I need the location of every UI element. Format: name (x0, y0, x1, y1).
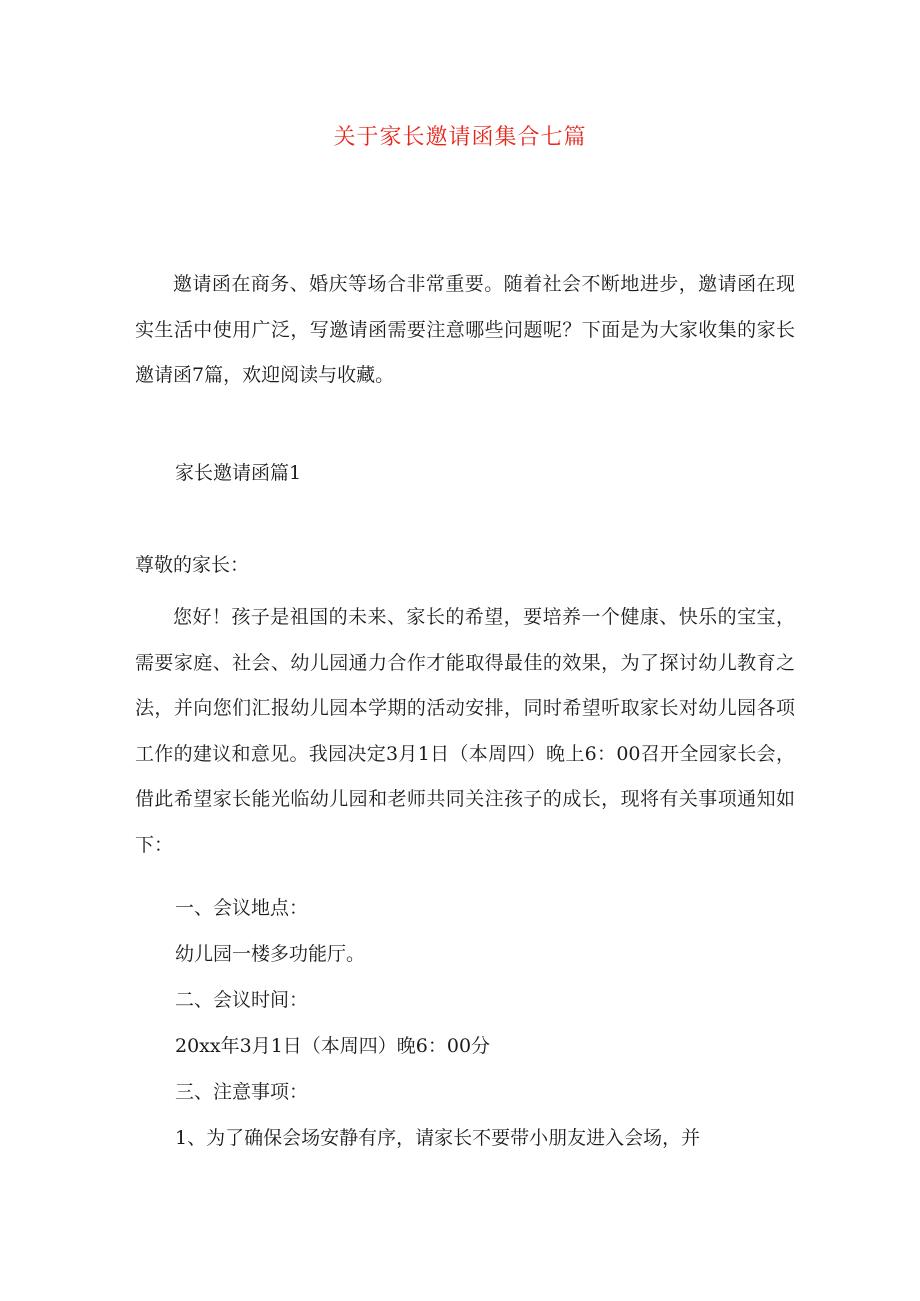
document-title: 关于家长邀请函集合七篇 (333, 125, 587, 150)
body-paragraph: 您好！孩子是祖国的未来、家长的希望，要培养一个健康、快乐的宝宝，需要家庭、社会、幼儿园通力合作才能取得最佳的效果，为了探讨幼儿教育之法，并向您们汇报幼儿园本学期的活动安排，同时希望听取家长对幼儿园各项工作的建议和意见。我园决定3月1日（本周四）晚上6：00召开全园家长会，借此希望家长能光临幼儿园和老师共同关注孩子的成长，现将有关事项通知如下： (135, 606, 795, 856)
item1-heading: 一、会议地点： (175, 897, 309, 919)
item2-value: 20xx年3月1日（本周四）晚6：00分 (175, 1035, 491, 1057)
item3-point1: 1、为了确保会场安静有序，请家长不要带小朋友进入会场，并 (175, 1127, 701, 1149)
section-heading: 家长邀请函篇1 (175, 462, 302, 484)
intro-paragraph: 邀请函在商务、婚庆等场合非常重要。随着社会不断地进步，邀请函在现实生活中使用广泛，写邀请函需要注意哪些问题呢？下面是为大家收集的家长邀请函7篇，欢迎阅读与收藏。 (135, 273, 795, 386)
item3-heading: 三、注意事项： (175, 1081, 309, 1103)
salutation: 尊敬的家长： (135, 554, 250, 576)
item1-value: 幼儿园一楼多功能厅。 (175, 943, 366, 965)
item2-heading: 二、会议时间： (175, 989, 309, 1011)
